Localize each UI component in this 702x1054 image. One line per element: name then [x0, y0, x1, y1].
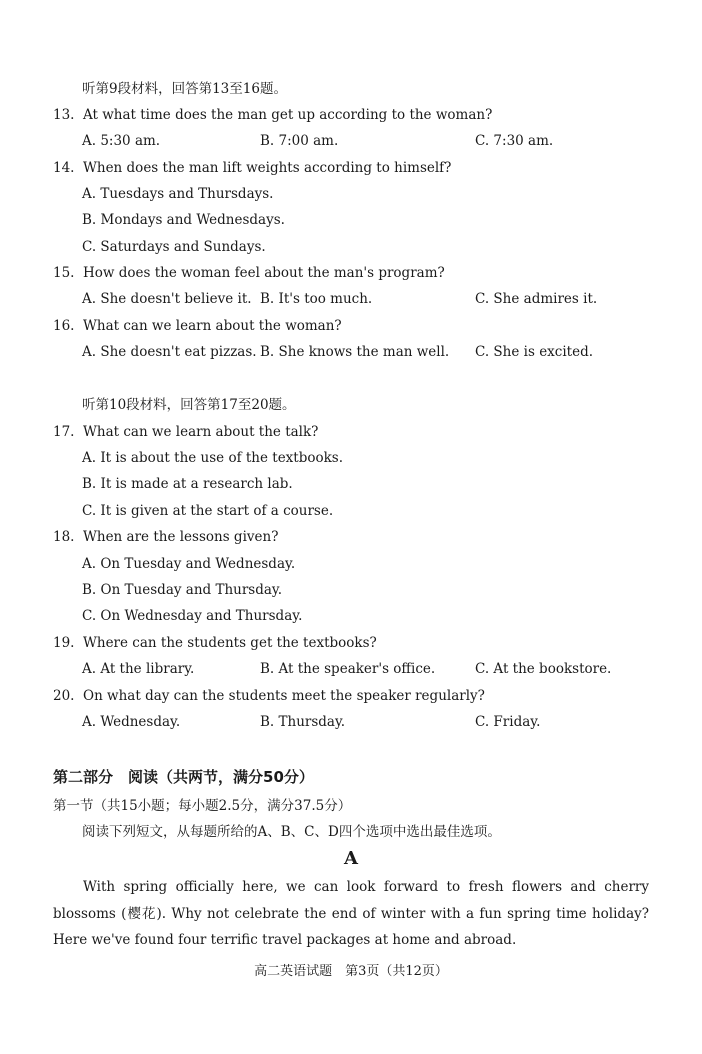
question-16 [53, 317, 342, 335]
option-20-b: B. Thursday. [260, 714, 346, 730]
question-20 [53, 687, 485, 705]
section-title: 第一节（共15小题；每小题2.5分，满分37.5分） [53, 798, 352, 814]
option-15-b: B. It's too much. [260, 291, 373, 307]
option-13-b: B. 7:00 am. [260, 133, 339, 149]
question-text: Where can the students get the textbooks? [83, 635, 377, 651]
option-16-a: A. She doesn't eat pizzas. [82, 344, 257, 360]
listening-intro-10: 听第10段材料，回答第17至20题。 [82, 397, 296, 413]
option-17-c: C. It is given at the start of a course. [82, 503, 334, 519]
option-16-c: C. She is excited. [475, 344, 594, 360]
question-18 [53, 528, 278, 546]
question-number: 14. [53, 160, 75, 176]
passage-letter: A [344, 848, 358, 869]
option-16-b: B. She knows the man well. [260, 344, 450, 360]
question-number: 18. [53, 529, 75, 545]
option-14-b: B. Mondays and Wednesdays. [82, 212, 285, 228]
listening-intro-9: 听第9段材料，回答第13至16题。 [82, 81, 287, 97]
option-17-a: A. It is about the use of the textbooks. [82, 450, 344, 466]
option-20-c: C. Friday. [475, 714, 541, 730]
option-15-c: C. She admires it. [475, 291, 598, 307]
question-text: What can we learn about the woman? [83, 318, 342, 334]
question-13 [53, 106, 492, 124]
option-15-a: A. She doesn't believe it. [82, 291, 252, 307]
question-text: At what time does the man get up according to the woman? [83, 107, 493, 123]
question-text: What can we learn about the talk? [83, 424, 319, 440]
question-19 [53, 634, 377, 652]
question-text: When are the lessons given? [83, 529, 279, 545]
page-footer: 高二英语试题 第3页（共12页） [254, 964, 448, 979]
option-17-b: B. It is made at a research lab. [82, 476, 293, 492]
question-text: On what day can the students meet the speaker regularly? [83, 688, 485, 704]
instructions: 阅读下列短文，从每题所给的A、B、C、D四个选项中选出最佳选项。 [82, 824, 501, 840]
option-19-c: C. At the bookstore. [475, 661, 612, 677]
option-19-b: B. At the speaker's office. [260, 661, 436, 677]
part-title: 第二部分 阅读（共两节，满分50分） [53, 768, 314, 786]
question-text: How does the woman feel about the man's program? [83, 265, 445, 281]
option-20-a: A. Wednesday. [82, 714, 181, 730]
option-19-a: A. At the library. [82, 661, 195, 677]
question-number: 17. [53, 424, 75, 440]
passage-paragraph: With spring officially here, we can look forward to fresh flowers and cherry blossoms (樱花). Why not celebrate the end of winter with a fun spring time holiday? Here we've found four terrific travel packages at home and abroad. [53, 879, 649, 948]
question-14 [53, 159, 451, 177]
passage [53, 874, 649, 954]
option-13-c: C. 7:30 am. [475, 133, 554, 149]
option-13-a: A. 5:30 am. [82, 133, 161, 149]
option-14-c: C. Saturdays and Sundays. [82, 239, 266, 255]
option-18-b: B. On Tuesday and Thursday. [82, 582, 283, 598]
option-18-a: A. On Tuesday and Wednesday. [82, 556, 296, 572]
question-text: When does the man lift weights according to himself? [83, 160, 452, 176]
option-14-a: A. Tuesdays and Thursdays. [82, 186, 274, 202]
question-number: 15. [53, 265, 75, 281]
question-number: 13. [53, 107, 75, 123]
question-15 [53, 264, 445, 282]
question-number: 16. [53, 318, 75, 334]
question-number: 19. [53, 635, 75, 651]
question-number: 20. [53, 688, 75, 704]
option-18-c: C. On Wednesday and Thursday. [82, 608, 303, 624]
question-17 [53, 423, 318, 441]
